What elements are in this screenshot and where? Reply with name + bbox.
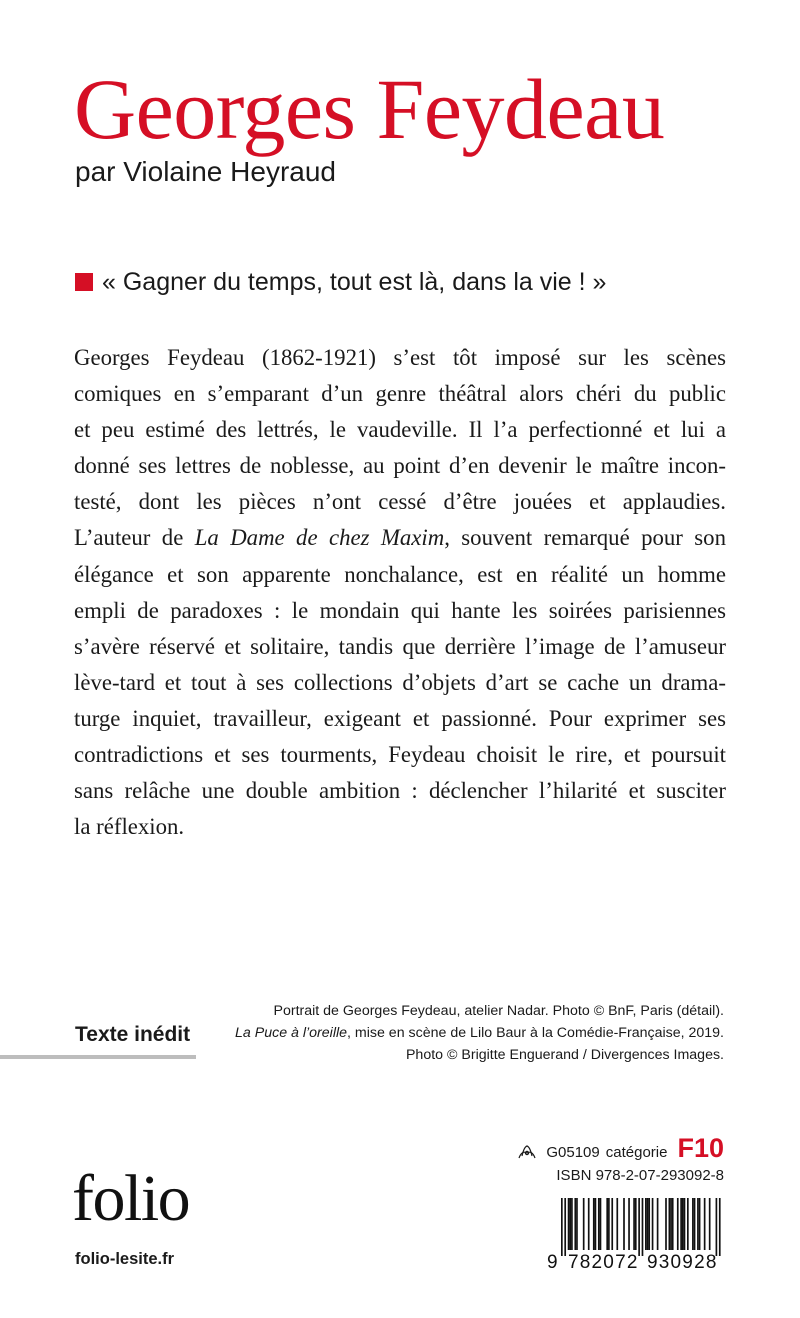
blurb-line	[74, 593, 726, 629]
barcode-bar	[600, 1198, 602, 1250]
blurb-line	[74, 520, 726, 556]
barcode-bar	[665, 1198, 667, 1250]
barcode-bar	[657, 1198, 659, 1250]
barcode-bar	[694, 1198, 696, 1250]
photo-credits	[204, 1000, 724, 1066]
barcode-digits-right: 930928	[647, 1252, 718, 1273]
credit-line-2-rest: , mise en scène de Lilo Baur à la Comédie-Française, 2019.	[347, 1025, 724, 1041]
credit-line-3: Photo © Brigitte Enguerand / Divergences Images.	[405, 1047, 724, 1063]
barcode-bar	[709, 1198, 711, 1250]
blurb-line	[74, 557, 726, 593]
italic-title: La Dame de chez Maxim	[194, 525, 445, 551]
barcode-bar	[682, 1198, 684, 1250]
blurb-segment: élégance et son apparente nonchalance, est en réalité un homme	[74, 561, 726, 587]
blurb-line	[74, 701, 726, 737]
blurb-line	[74, 412, 726, 448]
barcode-bar	[699, 1198, 701, 1250]
blurb-line	[74, 737, 726, 773]
blurb-segment: testé, dont les pièces n’ont cessé d’être jouées et applaudies.	[74, 489, 726, 515]
gallimard-logo-icon	[518, 1144, 536, 1160]
isbn: ISBN 978-2-07-293092-8	[556, 1167, 724, 1184]
barcode-bar	[670, 1198, 672, 1250]
barcode-bar	[704, 1198, 706, 1250]
credit-line-2	[204, 1022, 724, 1044]
blurb-segment: la réflexion.	[74, 814, 185, 840]
barcode-bar	[571, 1198, 573, 1250]
barcode-bar	[576, 1198, 578, 1250]
barcode-bar	[669, 1198, 671, 1250]
website: folio-lesite.fr	[75, 1250, 175, 1268]
barcode-bar	[652, 1198, 654, 1250]
barcode-bar	[677, 1198, 679, 1250]
categorie-label: catégorie	[605, 1144, 668, 1161]
barcode-bar	[598, 1198, 600, 1250]
barcode-digit-first: 9	[547, 1252, 558, 1273]
pull-quote-text: « Gagner du temps, tout est là, dans la vie ! »	[102, 268, 607, 296]
barcode-bar	[606, 1198, 608, 1250]
blurb-segment: contradictions et ses tourments, Feydeau choisit le rire, et poursuit	[74, 742, 726, 768]
barcode-bar	[628, 1198, 630, 1250]
pull-quote	[75, 270, 606, 295]
barcode-bar	[719, 1198, 721, 1256]
barcode-bar	[635, 1198, 637, 1250]
folio-logo: folio	[72, 1162, 190, 1235]
blurb-line	[74, 484, 726, 520]
blurb-line	[74, 376, 726, 412]
blurb-body	[74, 340, 726, 845]
barcode-bar	[574, 1198, 576, 1250]
barcode-bar	[642, 1198, 644, 1256]
author-byline: par Violaine Heyraud	[75, 156, 336, 187]
blurb-line	[74, 340, 726, 376]
credit-line-1: Portrait de Georges Feydeau, atelier Nadar. Photo © BnF, Paris (détail).	[273, 1003, 724, 1019]
barcode-bar	[569, 1198, 571, 1250]
barcode-bar	[687, 1198, 689, 1250]
blurb-segment: sans relâche une double ambition : déclencher l’hilarité et susciter	[74, 778, 726, 804]
barcode-bar	[564, 1198, 566, 1256]
barcode-bar	[616, 1198, 618, 1250]
blurb-segment: turge inquiet, travailleur, exigeant et passionné. Pour exprimer ses	[74, 705, 726, 731]
blurb-line	[74, 629, 726, 665]
barcode-bar	[593, 1198, 595, 1250]
barcode-bar	[568, 1198, 570, 1250]
gray-rule	[0, 1055, 196, 1059]
barcode-bar	[623, 1198, 625, 1250]
blurb-segment: , souvent remarqué pour son	[444, 525, 726, 551]
blurb-line	[74, 809, 726, 845]
blurb-segment: et peu estimé des lettrés, le vaudeville. Il l’a perfectionné et lui a	[74, 417, 726, 443]
barcode	[547, 1198, 727, 1288]
barcode-bar	[561, 1198, 563, 1256]
barcode-bar	[611, 1198, 613, 1250]
barcode-bar	[680, 1198, 682, 1250]
catalog-code: G05109	[546, 1144, 600, 1161]
barcode-bar	[633, 1198, 635, 1250]
blurb-segment: lève-tard et tout à ses collections d’objets d’art se cache un drama-	[74, 669, 726, 695]
barcode-bar	[672, 1198, 674, 1250]
barcode-digits-left: 782072	[568, 1252, 639, 1273]
barcode-bars	[547, 1198, 727, 1258]
blurb-segment: s’avère réservé et solitaire, tandis que derrière l’image de l’amuseur	[74, 633, 726, 659]
texte-inedit-label: Texte inédit	[75, 1023, 191, 1046]
book-title: Georges Feydeau	[74, 61, 665, 157]
blurb-segment: comiques en s’emparant d’un genre théâtral alors chéri du public	[74, 381, 726, 407]
catalog-codes	[518, 1132, 724, 1183]
barcode-bar	[648, 1198, 650, 1250]
barcode-bar	[697, 1198, 699, 1250]
barcode-bar	[716, 1198, 718, 1256]
barcode-bar	[684, 1198, 686, 1250]
blurb-line	[74, 773, 726, 809]
blurb-segment: empli de paradoxes : le mondain qui hante les soirées parisiennes	[74, 597, 726, 623]
barcode-bar	[583, 1198, 585, 1250]
credit-play-title: La Puce à l’oreille	[235, 1025, 348, 1041]
blurb-line	[74, 448, 726, 484]
barcode-bar	[638, 1198, 640, 1256]
blurb-segment: Georges Feydeau (1862-1921) s’est tôt imposé sur les scènes	[74, 345, 726, 370]
barcode-bar	[645, 1198, 647, 1250]
red-square-bullet	[75, 273, 93, 291]
barcode-bar	[647, 1198, 649, 1250]
barcode-bar	[608, 1198, 610, 1250]
blurb-segment: L’auteur de	[74, 525, 195, 551]
barcode-bar	[692, 1198, 694, 1250]
barcode-bar	[588, 1198, 590, 1250]
blurb-segment: donné ses lettres de noblesse, au point d’en devenir le maître incon-	[74, 453, 726, 479]
barcode-bar	[595, 1198, 597, 1250]
price-category: F10	[677, 1132, 724, 1163]
blurb-line	[74, 665, 726, 701]
